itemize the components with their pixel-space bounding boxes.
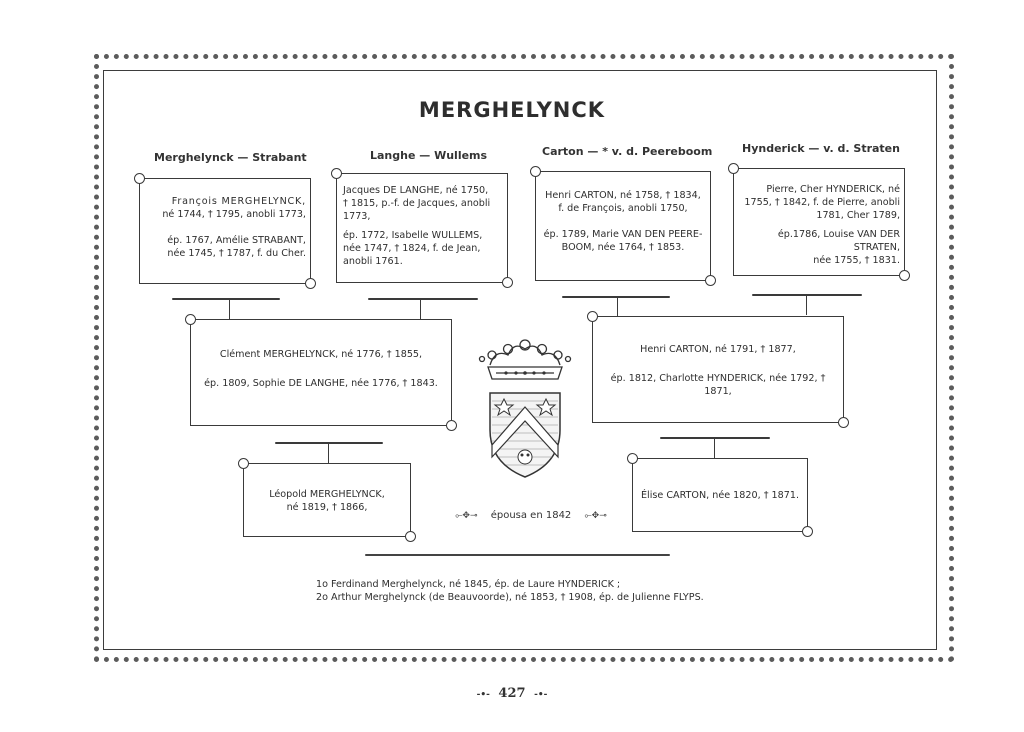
box-line: né 1744, † 1795, anobli 1773, <box>162 209 306 220</box>
box-clement-merghelynck <box>190 319 452 426</box>
box-line: † 1815, p.-f. de Jacques, anobli <box>343 198 491 209</box>
connector-bracket <box>660 437 770 439</box>
connector-stem <box>328 443 329 463</box>
box-line: 1773, <box>343 211 371 222</box>
box-line: ép.1786, Louise VAN DER STRATEN, <box>777 229 900 253</box>
box-line: f. de François, anobli 1750, <box>558 203 688 214</box>
marriage-note <box>446 510 616 521</box>
child-entry: 1o Ferdinand Merghelynck, né 1845, ép. de Laure HYNDERICK ; <box>316 579 621 590</box>
box-line: Henri CARTON, né 1758, † 1834, <box>545 190 701 201</box>
box-line: ép. 1812, Charlotte HYNDERICK, née 1792, † 1871, <box>610 373 826 397</box>
box-line: ép. 1767, Amélie STRABANT, <box>167 235 306 246</box>
box-henri-carton <box>592 316 844 423</box>
connector-stem <box>806 295 807 315</box>
box-jacques-de-langhe <box>336 173 508 283</box>
column-heading-carton: Carton — * v. d. Peereboom <box>542 145 713 158</box>
child-entry: 2o Arthur Merghelynck (de Beauvoorde), né 1853, † 1908, ép. de Julienne FLYPS. <box>316 592 704 603</box>
box-line <box>597 356 839 372</box>
coat-of-arms <box>470 335 580 485</box>
box-line <box>195 361 447 377</box>
box-line: Léopold MERGHELYNCK, <box>269 489 385 500</box>
box-line: Pierre, Cher HYNDERICK, né <box>766 184 900 195</box>
page-title: MERGHELYNCK <box>418 98 606 122</box>
connector-bracket <box>275 442 383 444</box>
box-line: Élise CARTON, née 1820, † 1871. <box>640 490 800 501</box>
ornament-left: ⟜✥⊸ <box>455 511 478 521</box>
box-francois-merghelynck <box>139 178 311 284</box>
page-ornament-right: -•- <box>534 690 548 700</box>
box-line: 1755, † 1842, f. de Pierre, anobli <box>744 197 900 208</box>
box-line: né 1819, † 1866, <box>286 502 368 513</box>
connector-bracket <box>172 298 280 300</box>
page-ornament-left: -•- <box>476 690 490 700</box>
box-line: née 1755, † 1831. <box>813 255 900 266</box>
box-leopold-merghelynck <box>243 463 411 537</box>
ornament-right: ⟜✥⊸ <box>584 511 607 521</box>
box-line: née 1745, † 1787, f. du Cher. <box>167 248 306 259</box>
connector-bracket <box>752 294 862 296</box>
connector-stem <box>229 299 230 319</box>
box-line: Jacques DE LANGHE, né 1750, <box>343 185 489 196</box>
box-line: 1781, Cher 1789, <box>816 210 900 221</box>
box-line: ép. 1789, Marie VAN DEN PEERE- <box>543 229 703 240</box>
connector-bracket <box>368 298 478 300</box>
box-line: ép. 1809, Sophie DE LANGHE, née 1776, † 1843. <box>204 378 438 389</box>
page-number-text: 427 <box>498 686 526 701</box>
separator-rule <box>365 554 670 556</box>
box-henri-carton-senior <box>535 171 711 281</box>
box-line: anobli 1761. <box>343 256 403 267</box>
children-list <box>316 578 704 604</box>
marriage-text: épousa en 1842 <box>490 510 572 521</box>
box-line: ép. 1772, Isabelle WULLEMS, <box>343 230 483 241</box>
box-line: née 1747, † 1824, f. de Jean, <box>343 243 481 254</box>
box-line: Clément MERGHELYNCK, né 1776, † 1855, <box>219 349 423 360</box>
column-heading-merghelynck: Merghelynck — Strabant <box>154 151 307 164</box>
column-heading-langhe: Langhe — Wullems <box>370 149 488 162</box>
box-line: Henri CARTON, né 1791, † 1877, <box>640 344 796 355</box>
box-elise-carton <box>632 458 808 532</box>
box-line: François MERGHELYNCK, <box>171 196 306 207</box>
connector-stem <box>420 299 421 319</box>
box-line <box>540 215 706 228</box>
box-line <box>146 221 306 234</box>
column-heading-hynderick: Hynderick — v. d. Straten <box>742 142 900 155</box>
connector-stem <box>714 438 715 458</box>
page-number <box>0 686 1024 701</box>
connector-stem <box>617 297 618 316</box>
box-line: BOOM, née 1764, † 1853. <box>561 242 685 253</box>
connector-bracket <box>562 296 670 298</box>
box-pierre-hynderick <box>733 168 905 276</box>
